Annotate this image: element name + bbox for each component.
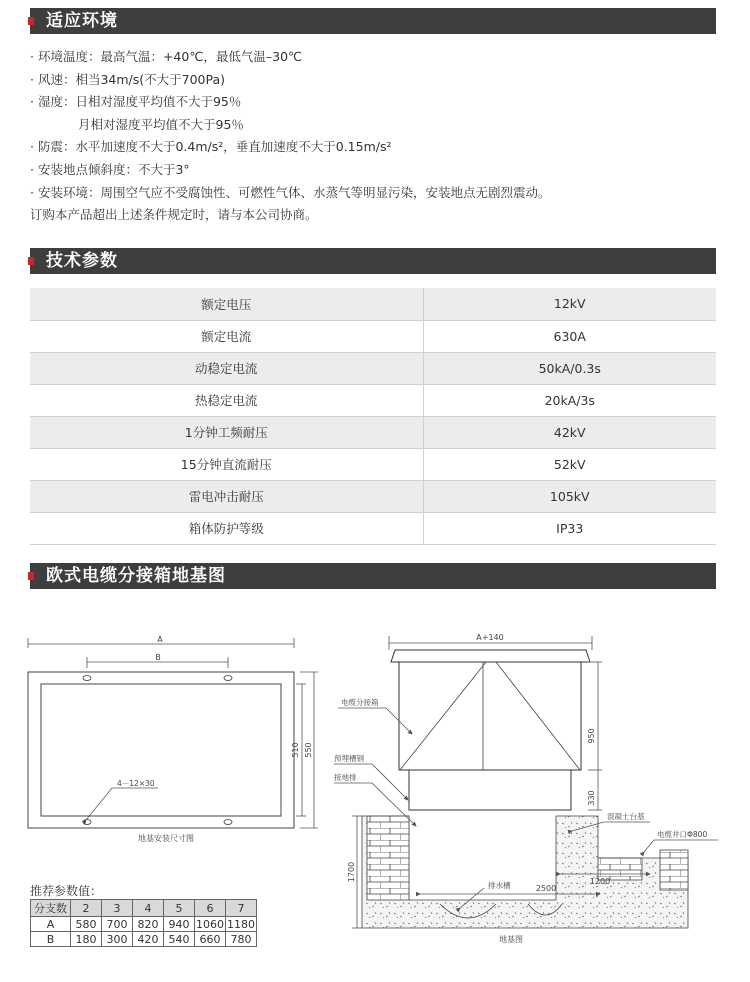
param-name: 额定电压 — [30, 288, 423, 320]
param-value: 12kV — [423, 288, 716, 320]
plan-holes-label: 4－12×30 — [117, 779, 155, 788]
table-cell: 420 — [133, 932, 164, 947]
section-accent — [28, 257, 34, 265]
recommend-table — [30, 899, 257, 947]
plan-view — [28, 635, 318, 843]
section-title: 适应环境 — [46, 11, 118, 31]
plan-dim-550: 550 — [304, 742, 313, 758]
section-dim-1700: 1700 — [347, 861, 356, 883]
param-value: IP33 — [423, 512, 716, 544]
plan-dim-a: A — [157, 635, 163, 644]
param-name: 热稳定电流 — [30, 384, 423, 416]
label-ground-bar: 接地排 — [334, 773, 357, 782]
table-cell: 540 — [164, 932, 195, 947]
mount-hole-icon — [224, 820, 232, 825]
table-cell: 660 — [195, 932, 226, 947]
env-wind: · 风速：相当34m/s(不大于700Pa) — [30, 71, 226, 87]
section-title: 欧式电缆分接箱地基图 — [46, 566, 226, 586]
table-cell: 6 — [195, 900, 226, 917]
param-value: 105kV — [423, 480, 716, 512]
param-value: 42kV — [423, 416, 716, 448]
table-row — [30, 416, 716, 448]
table-cell: 180 — [71, 932, 102, 947]
table-row — [30, 480, 716, 512]
section-view — [334, 633, 718, 944]
param-name: 15分钟直流耐压 — [30, 448, 423, 480]
section-accent — [28, 17, 34, 25]
section-title: 技术参数 — [46, 251, 118, 271]
table-cell: 700 — [102, 917, 133, 932]
table-cell: 300 — [102, 932, 133, 947]
table-row — [30, 320, 716, 352]
section-dim-top: A+140 — [476, 633, 504, 642]
table-row — [30, 512, 716, 544]
mount-hole-icon — [83, 676, 91, 681]
plan-dim-b: B — [155, 653, 161, 662]
param-value: 630A — [423, 320, 716, 352]
label-drain: 排水槽 — [488, 881, 511, 890]
env-tilt: · 安装地点倾斜度：不大于3° — [30, 161, 190, 177]
param-value: 50kA/0.3s — [423, 352, 716, 384]
env-install: · 安装环境：周围空气应不受腐蚀性、可燃性气体、水蒸气等明显污染，安装地点无剧烈震动。 — [30, 184, 551, 200]
param-name: 1分钟工频耐压 — [30, 416, 423, 448]
plan-caption: 地基安装尺寸图 — [138, 834, 194, 843]
table-row — [30, 384, 716, 416]
table-cell: 2 — [71, 900, 102, 917]
table-cell: 940 — [164, 917, 195, 932]
table-cell: 1180 — [227, 917, 255, 931]
mount-hole-icon — [83, 820, 91, 825]
table-row — [30, 448, 716, 480]
env-seismic: · 防震：水平加速度不大于0.4m/s²，垂直加速度不大于0.15m/s² — [30, 139, 392, 155]
env-temperature: · 环境温度：最高气温：+40℃，最低气温–30℃ — [30, 49, 303, 64]
table-row — [31, 917, 257, 932]
env-note: 订购本产品超出上述条件规定时，请与本公司协商。 — [30, 207, 318, 223]
param-name: 雷电冲击耐压 — [30, 480, 423, 512]
table-cell: 820 — [133, 917, 164, 932]
label-channel-steel: 预埋槽钢 — [334, 754, 364, 763]
section-dim-1200: 1200 — [589, 877, 611, 886]
table-row — [31, 932, 257, 947]
section-accent — [28, 572, 34, 580]
table-cell: B — [31, 932, 71, 947]
section-header-foundation — [30, 563, 716, 589]
env-humidity-month: 月相对湿度平均值不大于95％ — [78, 116, 244, 132]
plan-dim-510: 510 — [291, 742, 300, 758]
section-caption: 地基图 — [499, 935, 523, 944]
environment-list — [30, 46, 550, 227]
param-name: 箱体防护等级 — [30, 512, 423, 544]
section-dim-330: 330 — [587, 790, 596, 806]
param-name: 额定电流 — [30, 320, 423, 352]
label-concrete-base: 混凝土台基 — [607, 812, 645, 821]
table-row — [31, 900, 257, 917]
table-cell: 7 — [226, 900, 257, 917]
section-dim-2500: 2500 — [535, 884, 557, 893]
table-cell: 分支数 — [31, 900, 71, 917]
param-name: 动稳定电流 — [30, 352, 423, 384]
table-cell: 5 — [164, 900, 195, 917]
table-cell: 4 — [133, 900, 164, 917]
label-cable-box: 电缆分接箱 — [341, 698, 379, 707]
table-cell: 1060 — [196, 917, 224, 931]
param-value: 20kA/3s — [423, 384, 716, 416]
table-cell: 580 — [71, 917, 102, 932]
mount-hole-icon — [224, 676, 232, 681]
label-cable-well: 电缆井口Φ800 — [657, 830, 708, 839]
section-header-environment — [30, 8, 716, 34]
param-value: 52kV — [423, 448, 716, 480]
env-humidity-day: · 湿度：日相对湿度平均值不大于95％ — [30, 94, 242, 110]
table-cell: 780 — [226, 932, 257, 947]
section-header-tech — [30, 248, 716, 274]
table-row — [30, 352, 716, 384]
table-cell: A — [31, 917, 71, 932]
tech-params-table — [30, 288, 716, 545]
section-dim-950: 950 — [587, 728, 596, 744]
table-cell: 3 — [102, 900, 133, 917]
table-row — [30, 288, 716, 320]
recommend-title: 推荐参数值： — [30, 884, 103, 898]
